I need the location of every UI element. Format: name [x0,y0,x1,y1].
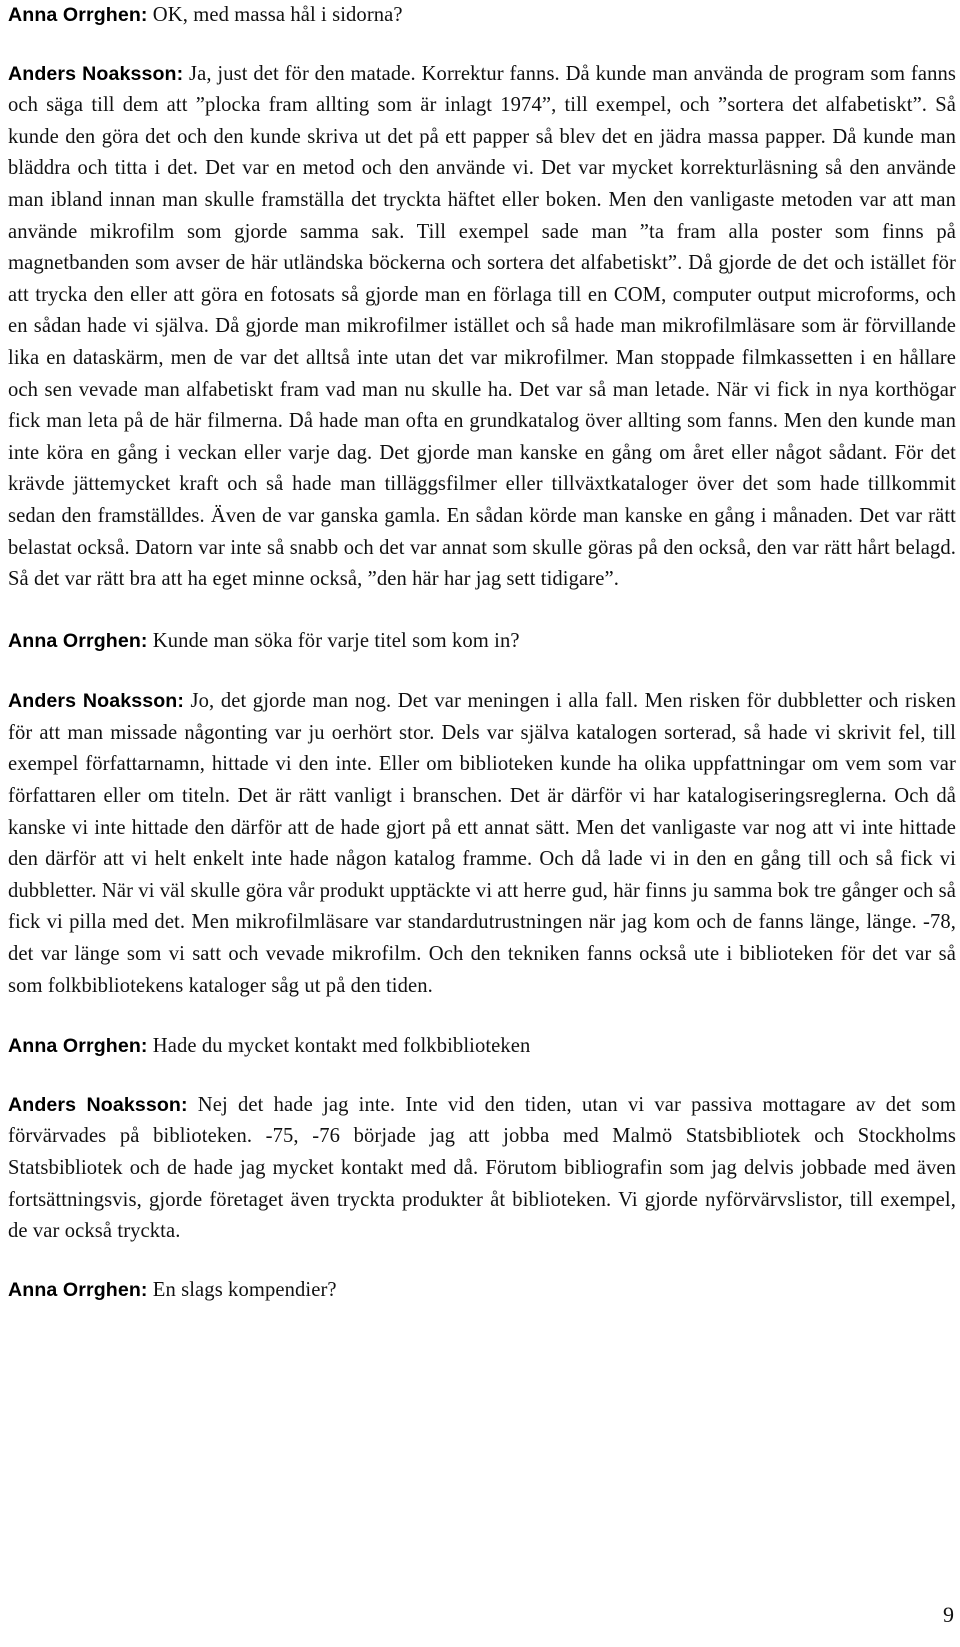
speaker-name: Anna Orrghen: [8,629,148,652]
dialogue-turn [8,1090,956,1248]
speaker-name: Anna Orrghen: [8,4,148,26]
turn-text: OK, med massa hål i sidorna? [152,4,403,26]
page-number: 9 [943,1602,954,1627]
turn-text: Ja, just det för den matade. Korrektur fanns. Då kunde man använda de program som fanns och säga till dem att ”plocka fram allting som är inlagt 1974”, till exempel, och ”sortera det alfabetiskt”. Så kunde den göra det och den kunde skriva ut det på ett papper så blev det en jädra massa papper. Då kunde man bläddra och titta i det. Det var en metod och den använde vi. Det var mycket korrekturläsning så den använde man ibland innan man skulle framställa det tryckta häftet eller boken. Men den vanligaste metoden var att man använde mikrofilm som gjorde samma sak. Till exempel sade man ”ta fram alla poster som finns på magnetbanden som avser de här utländska böckerna och sortera det alfabetiskt”. Då gjorde de det och istället för att trycka den eller att göra en fotosats så gjorde man en förlaga till en COM, computer output microforms, och en sådan hade vi själva. Då gjorde man mikrofilmer istället och så hade man mikrofilmläsare som är förvillande lika en dataskärm, men de var det alltså inte utan det var mikrofilmer. Man stoppade filmkassetten i en hållare och sen vevade man alfabetiskt fram vad man nu skulle ha. Det var så man letade. När vi fick in nya korthögar fick man leta på de här filmerna. Då hade man ofta en grundkatalog över allting som fanns. Men den kunde man inte köra en gång i veckan eller varje dag. Det gjorde man kanske en gång om året eller något sådant. För det krävde jättemycket kraft och så hade man tilläggsfilmer eller tillväxtkataloger över det som hade tillkommit sedan den framställdes. Även de var ganska gamla. En sådan körde man kanske en gång i månaden. Det var rätt belastat också. Datorn var inte så snabb och det var annat som skulle göras på den också, den var rätt hårt belagd. Så det var rätt bra att ha eget minne också, ”den här har jag sett tidigare”. [8,62,956,591]
speaker-name: Anna Orrghen: [8,1278,148,1301]
dialogue-turn [8,59,956,596]
dialogue-turn [8,1275,956,1307]
speaker-name: Anders Noaksson: [8,1093,188,1116]
dialogue-turn [8,686,956,1002]
turn-text: Nej det hade jag inte. Inte vid den tiden, utan vi var passiva mottagare av det som förvärvades på biblioteken. -75, -76 började jag att jobba med Malmö Statsbibliotek och Stockholms Statsbibliotek och de hade jag mycket kontakt med då. Förutom bibliografin som jag delvis jobbade med även fortsättningsvis, gjorde företaget även tryckta produkter åt biblioteken. Vi gjorde nyförvärvslistor, till exempel, de var också tryckta. [8,1093,956,1243]
turn-text: Hade du mycket kontakt med folkbiblioteken [152,1035,531,1058]
dialogue-turn [8,1031,956,1063]
dialogue-turn [8,0,956,32]
document-page [8,0,956,1306]
dialogue-turn [8,626,956,658]
turn-text: En slags kompendier? [152,1278,337,1301]
turn-text: Kunde man söka för varje titel som kom in? [152,629,520,652]
speaker-name: Anna Orrghen: [8,1035,148,1058]
turn-text: Jo, det gjorde man nog. Det var meningen i alla fall. Men risken för dubbletter och risken för att man missade någonting var ju oerhört stor. Dels var själva katalogen sorterad, så hade vi skrivit fel, till exempel författarnamn, hittade vi den inte. Eller om biblioteken kunde ha olika uppfattningar om vem som var författaren eller om titeln. Det är rätt vanligt i branschen. Det är därför vi har katalogiseringsreglerna. Och då kanske vi inte hittade den därför att de hade gjort på ett annat sätt. Men det vanligaste var nog att vi inte hittade den därför att vi helt enkelt inte hade någon katalog framme. Och då lade vi in den en gång till och så fick vi dubbletter. När vi väl skulle göra vår produkt upptäckte vi att herre gud, här finns ju samma bok tre gånger och så fick vi pilla med det. Men mikrofilmläsare var standardutrustningen när jag kom och de fanns länge, länge. -78, det var länge som vi satt och vevade mikrofilm. Och den tekniken fanns också ute i biblioteken för det var så som folkbibliotekens kataloger såg ut på den tiden. [8,690,956,997]
speaker-name: Anders Noaksson: [8,62,184,85]
speaker-name: Anders Noaksson: [8,690,184,713]
